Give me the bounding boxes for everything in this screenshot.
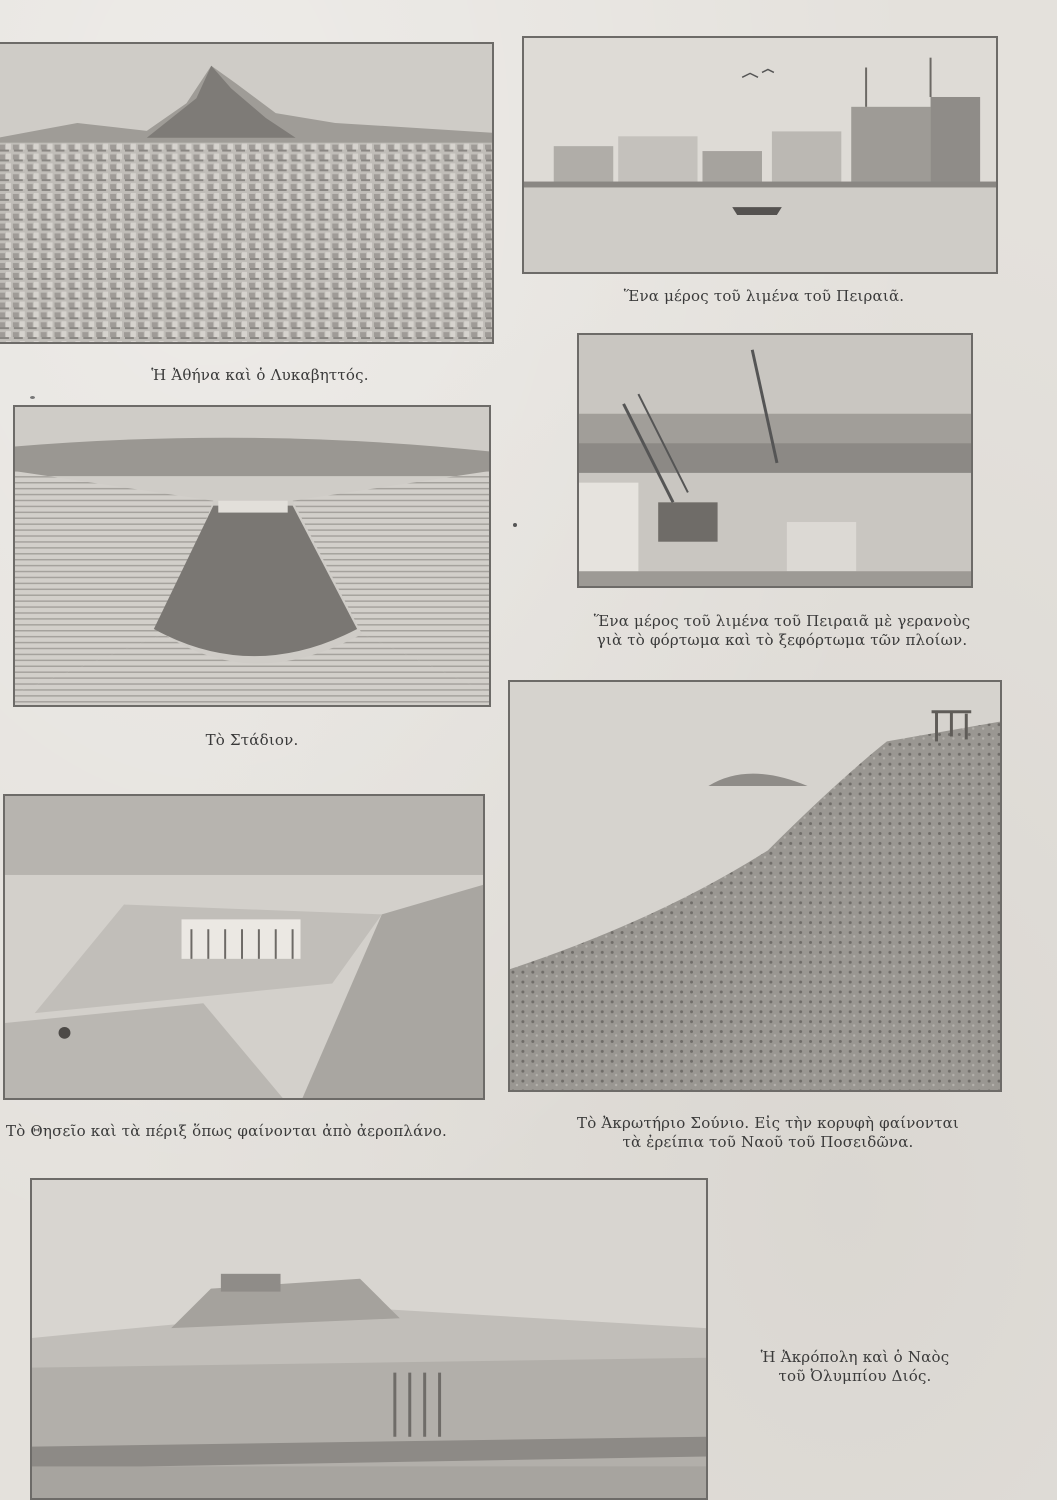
caption-acropolis-line-2: τοῦ Ὀλυμπίου Διός.: [778, 1367, 932, 1385]
photo-acropolis-olympieion: [30, 1178, 708, 1500]
caption-piraeus-cranes-line-2: γιὰ τὸ φόρτωμα καὶ τὸ ξεφόρτωμα τῶν πλοίων.: [596, 631, 968, 649]
caption-stadium: Τὸ Στάδιον.: [205, 731, 299, 749]
caption-piraeus-harbor: Ἕνα μέρος τοῦ λιμένα τοῦ Πειραιᾶ.: [623, 287, 905, 305]
print-speck: [513, 523, 517, 527]
cape-sounion-illustration: [510, 682, 1000, 1090]
caption-theseion-aerial: Τὸ Θησεῖο καὶ τὰ πέριξ ὅπως φαίνονται ἀπὸ ἀεροπλάνο.: [6, 1122, 447, 1140]
photo-athens-lycabettus: [0, 42, 494, 344]
caption-piraeus-cranes: [562, 612, 1002, 650]
caption-athens-lycabettus: Ἡ Ἀθήνα καὶ ὁ Λυκαβηττός.: [151, 366, 369, 384]
photo-piraeus-cranes: [577, 333, 973, 588]
piraeus-harbor-illustration: [524, 38, 996, 272]
photo-stadium: [13, 405, 491, 707]
photo-piraeus-harbor: [522, 36, 998, 274]
piraeus-cranes-illustration: [579, 335, 971, 586]
caption-cape-sounion-line-1: Τὸ Ἀκρωτήριο Σούνιο. Εἰς τὴν κορυφὴ φαίνονται: [576, 1114, 960, 1132]
caption-piraeus-cranes-line-1: Ἕνα μέρος τοῦ λιμένα τοῦ Πειραιᾶ μὲ γερανοὺς: [593, 612, 971, 630]
acropolis-olympieion-illustration: [32, 1180, 706, 1498]
caption-acropolis-olympieion: [740, 1348, 970, 1386]
theseion-aerial-illustration: [5, 796, 483, 1098]
stadium-illustration: [15, 407, 489, 705]
caption-cape-sounion-line-2: τὰ ἐρείπια τοῦ Ναοῦ τοῦ Ποσειδῶνα.: [622, 1133, 914, 1151]
photo-cape-sounion: [508, 680, 1002, 1092]
athens-panorama-illustration: [0, 44, 492, 342]
photo-theseion-aerial: [3, 794, 485, 1100]
caption-acropolis-line-1: Ἡ Ἀκρόπολη καὶ ὁ Ναὸς: [760, 1348, 950, 1366]
print-speck: [30, 396, 35, 399]
caption-cape-sounion: [548, 1114, 988, 1152]
